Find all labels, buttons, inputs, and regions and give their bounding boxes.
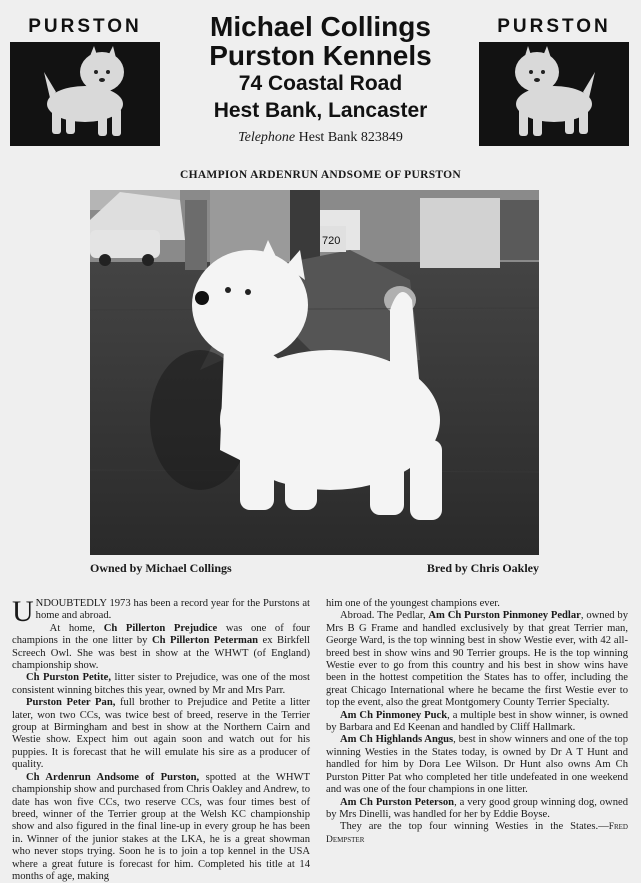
article-paragraph: Abroad. The Pedlar, Am Ch Purston Pinmoney Pedlar, owned by Mrs B G Frame and handled exclusively by that great Terrier man, George Ward, is the top winning best in show Westie ever, with 42 all-breed best in show wins and 90 Terrier groups. He is the top winning Westie ever to go from this country and his best in show wins have been in the hottest competition the States has to offer, including the great Chicago International where he became the first Westie ever to top the event, also the great Montgomery County Terrier Specialty. xyxy=(326,610,628,709)
caption-bred-by: Bred by Chris Oakley xyxy=(426,561,539,575)
champion-dog-photo xyxy=(90,190,539,555)
article-paragraph: Am Ch Purston Peterson, a very good group winning dog, owned by Mrs Dinelli, was handled for her by Eddie Boyse. xyxy=(326,796,628,820)
article-paragraph: At home, Ch Pillerton Prejudice was one of four champions in the one litter by Ch Pillerton Peterman ex Birkfell Screech Owl. She was best in show at the WHWT (of England) championship show. xyxy=(12,622,311,672)
article-paragraph: They are the top four winning Westies in the States.—Fred Dempster xyxy=(326,821,628,845)
kennel-name: Purston Kennels xyxy=(209,40,432,71)
drop-cap: U xyxy=(12,595,34,628)
article-column-left xyxy=(12,595,311,883)
article-paragraph: Am Ch Highlands Angus, best in show winners and one of the top winning Westies in the States today, is owned by Dr A T Hunt and handled for him by Dora Lee Wilson. Dr Hunt also owns Am Ch Purston Pitter Pat who completed her title undefeated in one weekend and was one of the four champions in one litter. xyxy=(326,734,629,796)
westie-logo-image-right xyxy=(479,42,629,146)
logo-word-right: PURSTON xyxy=(497,16,611,37)
author-signoff: Fred Dempster xyxy=(326,822,628,845)
photo-title: CHAMPION ARDENRUN ANDSOME OF PURSTON xyxy=(179,169,462,181)
article-paragraph: him one of the youngest champions ever. xyxy=(326,598,500,609)
article-paragraph: UNDOUBTEDLY 1973 has been a record year for the Purstons at home and abroad. xyxy=(12,595,310,628)
logo-right xyxy=(479,14,629,146)
ring-number: 720 xyxy=(322,235,341,247)
article-paragraph: Am Ch Pinmoney Puck, a multiple best in show winner, is owned by Barbara and Ed Keenan and handled by Cliff Hallmark. xyxy=(326,709,628,734)
logo-word-left: PURSTON xyxy=(28,16,142,37)
article-paragraph: Ch Purston Petite, litter sister to Prejudice, was one of the most consistent winning bitches this year, owned by Mr and Mrs Parr. xyxy=(12,672,310,696)
telephone-line xyxy=(168,130,473,146)
header-contact-block xyxy=(168,12,473,146)
westie-logo-image-left xyxy=(10,42,160,146)
caption-owned-by: Owned by Michael Collings xyxy=(90,561,232,575)
telephone-number: Hest Bank 823849 xyxy=(298,130,403,145)
address-line-1: 74 Coastal Road xyxy=(238,72,403,95)
address-line-2: Hest Bank, Lancaster xyxy=(213,99,428,122)
article-column-right xyxy=(326,598,628,846)
article-paragraph: Ch Ardenrun Andsome of Purston, spotted at the WHWT championship show and purchased from Chris Oakley and Andrew, to date has won five CCs, two reserve CCs, was four times best of breed, winner of the Terrier group at the Welsh KC championship show and also figured in the final line-up in every group he has been in. Winner of the junior stakes at the LKA, he is a great showman who never stops trying. Soon he is to join a top kennel in the USA where a great future is forecast for him. Completed his title at 14 months of age, making xyxy=(12,771,310,882)
owner-name: Michael Collings xyxy=(210,11,431,42)
article-paragraph: Purston Peter Pan, full brother to Prejudice and Petite a litter later, won two CCs, was twice best of breed, reserve in the Terrier group at Birmingham and best in show at the Northern Cairn and Westie show. Expect him out again soon and watch out for his puppies. It is forecast that he will emulate his sire as a producer of quality. xyxy=(12,697,310,771)
telephone-label: Telephone xyxy=(238,130,296,145)
logo-left xyxy=(10,14,160,146)
